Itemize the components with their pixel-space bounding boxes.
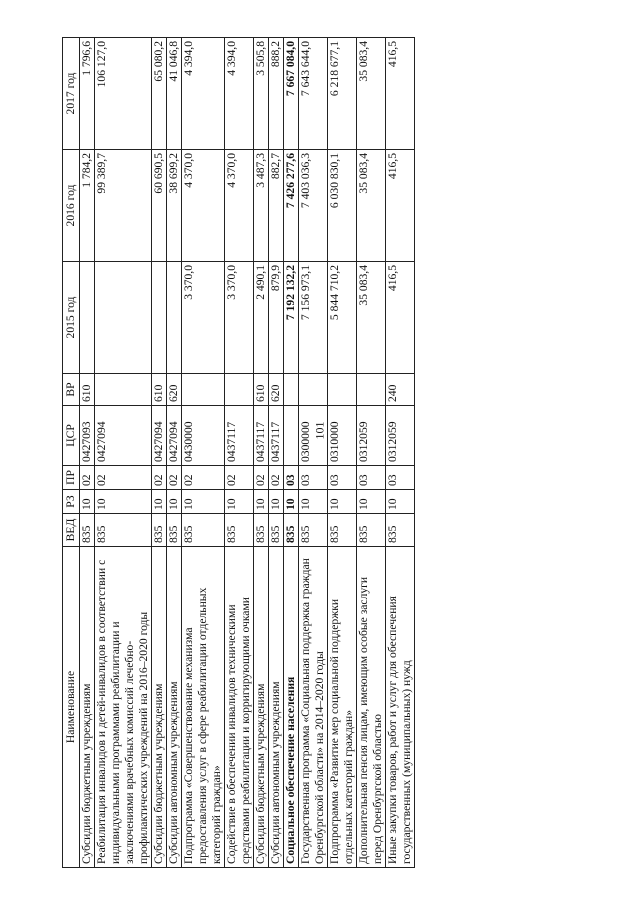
cell-csr: 0312059 [357,406,386,466]
table-row [95,38,152,868]
budget-table [62,37,415,868]
table-row [182,38,225,868]
cell-2017: 888,2 [269,38,284,150]
cell-csr [284,406,299,466]
cell-name: Субсидии автономным учреждениям [269,547,284,868]
cell-2015: 3 370,0 [182,262,225,374]
cell-name: Субсидии бюджетным учреждениям [80,547,95,868]
cell-vr [284,374,299,406]
cell-pr: 03 [386,466,415,490]
cell-pr: 02 [95,466,152,490]
cell-csr: 0430000 [182,406,225,466]
cell-rz: 10 [254,490,269,514]
cell-csr: 0437117 [269,406,284,466]
header-ved: ВЕД [63,514,80,547]
cell-csr: 0427094 [95,406,152,466]
header-csr: ЦСР [63,406,80,466]
cell-2015: 879,9 [269,262,284,374]
cell-2016: 4 370,0 [225,150,254,262]
cell-2016: 7 403 036,3 [299,150,328,262]
cell-ved: 835 [328,514,357,547]
cell-vr: 620 [269,374,284,406]
cell-name: Субсидии автономным учреждениям [167,547,182,868]
table-row [386,38,415,868]
cell-2016: 3 487,3 [254,150,269,262]
cell-2016: 6 030 830,1 [328,150,357,262]
cell-2017: 7 643 644,0 [299,38,328,150]
header-2015: 2015 год [63,262,80,374]
cell-2017: 65 080,2 [152,38,167,150]
table-row [357,38,386,868]
cell-vr: 620 [167,374,182,406]
cell-rz: 10 [95,490,152,514]
cell-2016: 38 699,2 [167,150,182,262]
cell-pr: 02 [152,466,167,490]
cell-2017: 4 394,0 [182,38,225,150]
table-row [328,38,357,868]
cell-ved: 835 [95,514,152,547]
cell-vr: 610 [254,374,269,406]
cell-pr: 02 [254,466,269,490]
cell-pr: 03 [284,466,299,490]
table-row [80,38,95,868]
cell-2016: 416,5 [386,150,415,262]
cell-ved: 835 [182,514,225,547]
cell-2017: 35 083,4 [357,38,386,150]
cell-pr: 03 [328,466,357,490]
cell-rz: 10 [80,490,95,514]
cell-2017: 106 127,0 [95,38,152,150]
cell-rz: 10 [225,490,254,514]
cell-2017: 1 796,6 [80,38,95,150]
cell-vr [299,374,328,406]
cell-vr [328,374,357,406]
header-name: Наименование [63,547,80,868]
table-header-row [63,38,80,868]
cell-pr: 02 [167,466,182,490]
cell-name: Содействие в обеспечении инвалидов техническими средствами реабилитации и корригирующими очками [225,547,254,868]
cell-csr: 0300000 [299,406,328,466]
cell-rz: 10 [152,490,167,514]
cell-2015: 35 083,4 [357,262,386,374]
cell-2016: 4 370,0 [182,150,225,262]
cell-name: Иные закупки товаров, работ и услуг для обеспечения государственных (муниципальных) нужд [386,547,415,868]
cell-csr: 0427094 [167,406,182,466]
cell-rz: 10 [269,490,284,514]
cell-name: Подпрограмма «Совершенствование механизма предоставления услуг в сфере реабилитации отдельных категорий граждан» [182,547,225,868]
cell-pr: 02 [269,466,284,490]
cell-ved: 835 [284,514,299,547]
cell-rz: 10 [299,490,328,514]
cell-2015: 3 370,0 [225,262,254,374]
cell-2015: 5 844 710,2 [328,262,357,374]
cell-ved: 835 [269,514,284,547]
cell-rz: 10 [182,490,225,514]
cell-vr [225,374,254,406]
cell-rz: 10 [386,490,415,514]
cell-name: Реабилитация инвалидов и детей-инвалидов в соответствии с индивидуальными программами реабилитации и заключениями врачебных комиссий лечебно-профилактических учреждений на 2016–2020 годы [95,547,152,868]
cell-rz: 10 [284,490,299,514]
cell-name: Социальное обеспечение населения [284,547,299,868]
table-body [80,38,415,868]
cell-2015: 7 192 132,2 [284,262,299,374]
cell-2015: 2 490,1 [254,262,269,374]
cell-2015: 7 156 973,1 [299,262,328,374]
cell-2017: 4 394,0 [225,38,254,150]
cell-ved: 835 [357,514,386,547]
cell-csr: 0437117 [254,406,269,466]
cell-2016: 7 426 277,6 [284,150,299,262]
cell-ved: 835 [152,514,167,547]
cell-vr [182,374,225,406]
header-pr: ПР [63,466,80,490]
cell-2016: 882,7 [269,150,284,262]
cell-vr: 240 [386,374,415,406]
cell-2017: 41 046,8 [167,38,182,150]
cell-name: Субсидии бюджетным учреждениям [254,547,269,868]
cell-csr: 0427093 [80,406,95,466]
cell-pr: 03 [357,466,386,490]
table-row [167,38,182,868]
cell-ved: 835 [225,514,254,547]
header-2017: 2017 год [63,38,80,150]
cell-2015 [167,262,182,374]
cell-2015 [152,262,167,374]
cell-vr: 610 [152,374,167,406]
cell-csr: 0312059 [386,406,415,466]
cell-pr: 02 [80,466,95,490]
header-vr: ВР [63,374,80,406]
cell-2017: 3 505,8 [254,38,269,150]
table-row [269,38,284,868]
cell-2017: 6 218 677,1 [328,38,357,150]
cell-2017: 7 667 084,0 [284,38,299,150]
table-row [299,38,328,868]
cell-ved: 835 [254,514,269,547]
cell-rz: 10 [167,490,182,514]
table-row [284,38,299,868]
cell-ved: 835 [299,514,328,547]
table-row [152,38,167,868]
cell-ved: 835 [80,514,95,547]
cell-ved: 835 [386,514,415,547]
cell-name: Субсидии бюджетным учреждениям [152,547,167,868]
cell-2015: 416,5 [386,262,415,374]
cell-2016: 35 083,4 [357,150,386,262]
cell-name: Подпрограмма «Развитие мер социальной поддержки отдельных категорий граждан» [328,547,357,868]
cell-vr [95,374,152,406]
rotated-table-container [62,38,602,868]
cell-pr: 03 [299,466,328,490]
cell-vr [357,374,386,406]
cell-csr: 0310000 [328,406,357,466]
cell-pr: 02 [182,466,225,490]
cell-name: Государственная программа «Социальная поддержка граждан Оренбургской области» на 2014–2020 годы [299,547,328,868]
cell-2016: 60 690,5 [152,150,167,262]
cell-2016: 99 389,7 [95,150,152,262]
cell-2016: 1 784,2 [80,150,95,262]
cell-csr: 0427094 [152,406,167,466]
cell-vr: 610 [80,374,95,406]
page-number: 101 [312,421,327,440]
cell-2017: 416,5 [386,38,415,150]
cell-ved: 835 [167,514,182,547]
cell-name: Дополнительная пенсия лицам, имеющим особые заслуги перед Оренбургской областью [357,547,386,868]
cell-rz: 10 [328,490,357,514]
cell-2015 [80,262,95,374]
cell-csr: 0437117 [225,406,254,466]
cell-rz: 10 [357,490,386,514]
cell-2015 [95,262,152,374]
cell-pr: 02 [225,466,254,490]
table-row [225,38,254,868]
header-rz: РЗ [63,490,80,514]
header-2016: 2016 год [63,150,80,262]
table-row [254,38,269,868]
